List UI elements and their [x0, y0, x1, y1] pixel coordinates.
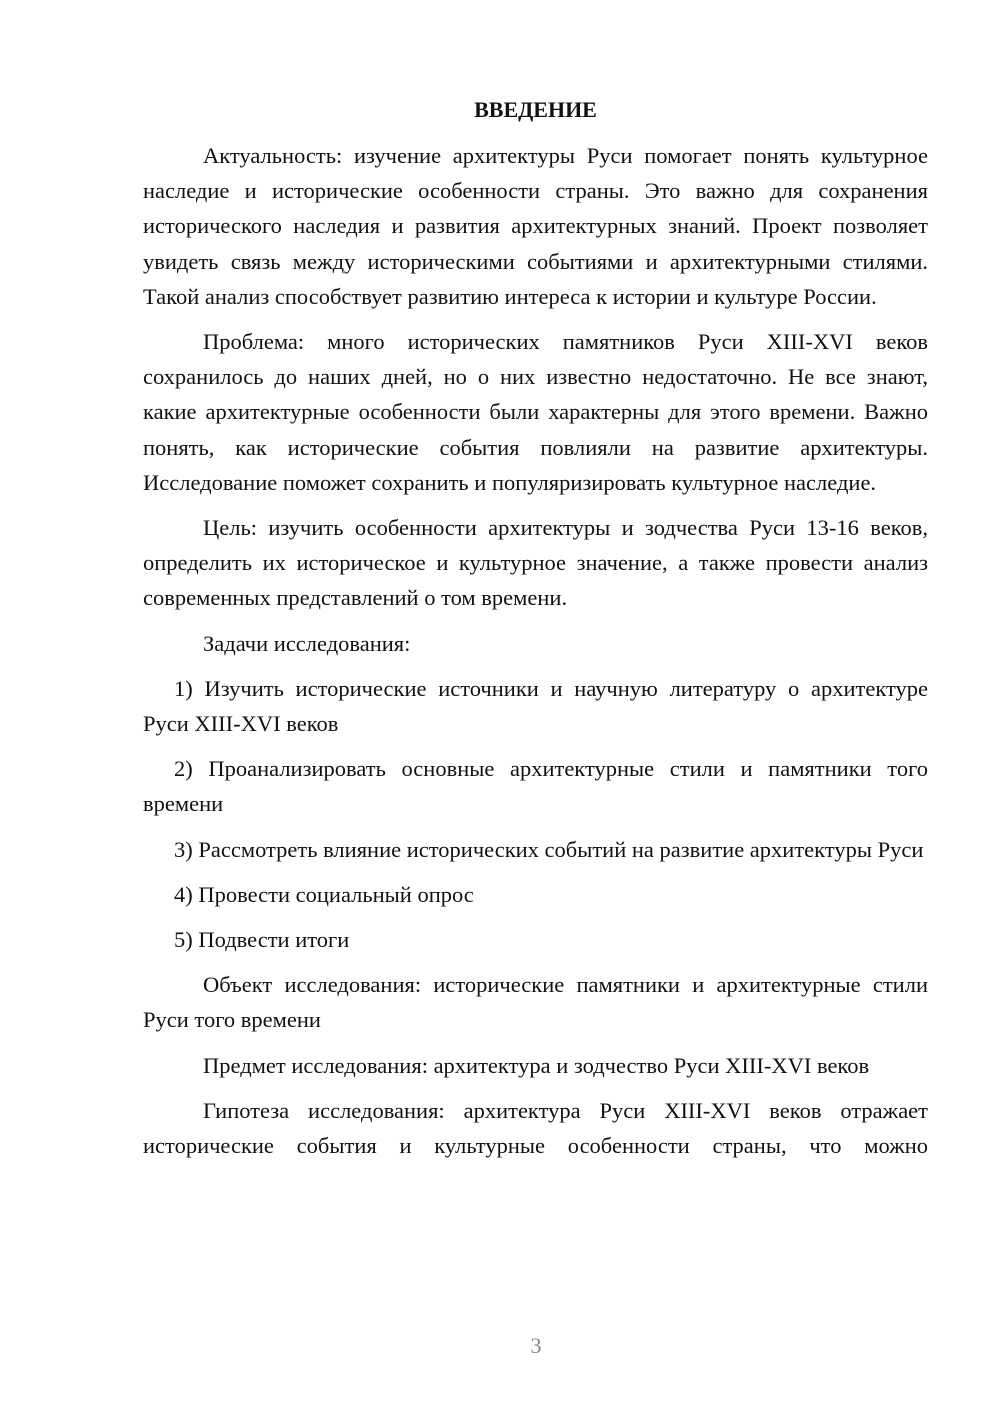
relevance-paragraph: Актуальность: изучение архитектуры Руси помогает понять культурное наследие и исторические особенности страны. Это важно для сохранения исторического наследия и развития архитектурных знаний. Проект позволяет увидеть связь между историческими событиями и архитектурными стилями. Такой анализ способствует развитию интереса к истории и культуре России.: [143, 143, 928, 309]
task-item-4: 4) Провести социальный опрос: [174, 881, 474, 907]
task-item-5: 5) Подвести итоги: [174, 927, 350, 953]
object-paragraph: Объект исследования: исторические памятники и архитектурные стили Руси того времени: [143, 972, 928, 1033]
tasks-heading: Задачи исследования:: [203, 630, 411, 656]
page-number: 3: [530, 1333, 542, 1358]
problem-paragraph: Проблема: много исторических памятников Руси XIII-XVI веков сохранилось до наших дней, но о них известно недостаточно. Не все знают, какие архитектурные особенности были характерны для этого времени. Важно понять, как исторические события повлияли на развитие архитектуры. Исследование поможет сохранить и популяризировать культурное наследие.: [143, 329, 928, 495]
subject-paragraph: Предмет исследования: архитектура и зодчество Руси XIII-XVI веков: [203, 1052, 870, 1078]
task-item-2: 2) Проанализировать основные архитектурные стили и памятники того времени: [143, 756, 928, 817]
goal-paragraph: Цель: изучить особенности архитектуры и зодчества Руси 13-16 веков, определить их историческое и культурное значение, а также провести анализ современных представлений о том времени.: [143, 515, 928, 611]
task-item-1: 1) Изучить исторические источники и научную литературу о архитектуре Руси XIII-XVI веков: [143, 675, 928, 737]
section-title: ВВЕДЕНИЕ: [474, 97, 597, 122]
hypothesis-paragraph: Гипотеза исследования: архитектура Руси XIII-XVI веков отражает исторические события и культурные особенности страны, что можно: [143, 1097, 928, 1159]
task-item-3: 3) Рассмотреть влияние исторических событий на развитие архитектуры Руси: [174, 836, 924, 862]
document-body: [143, 94, 928, 1163]
